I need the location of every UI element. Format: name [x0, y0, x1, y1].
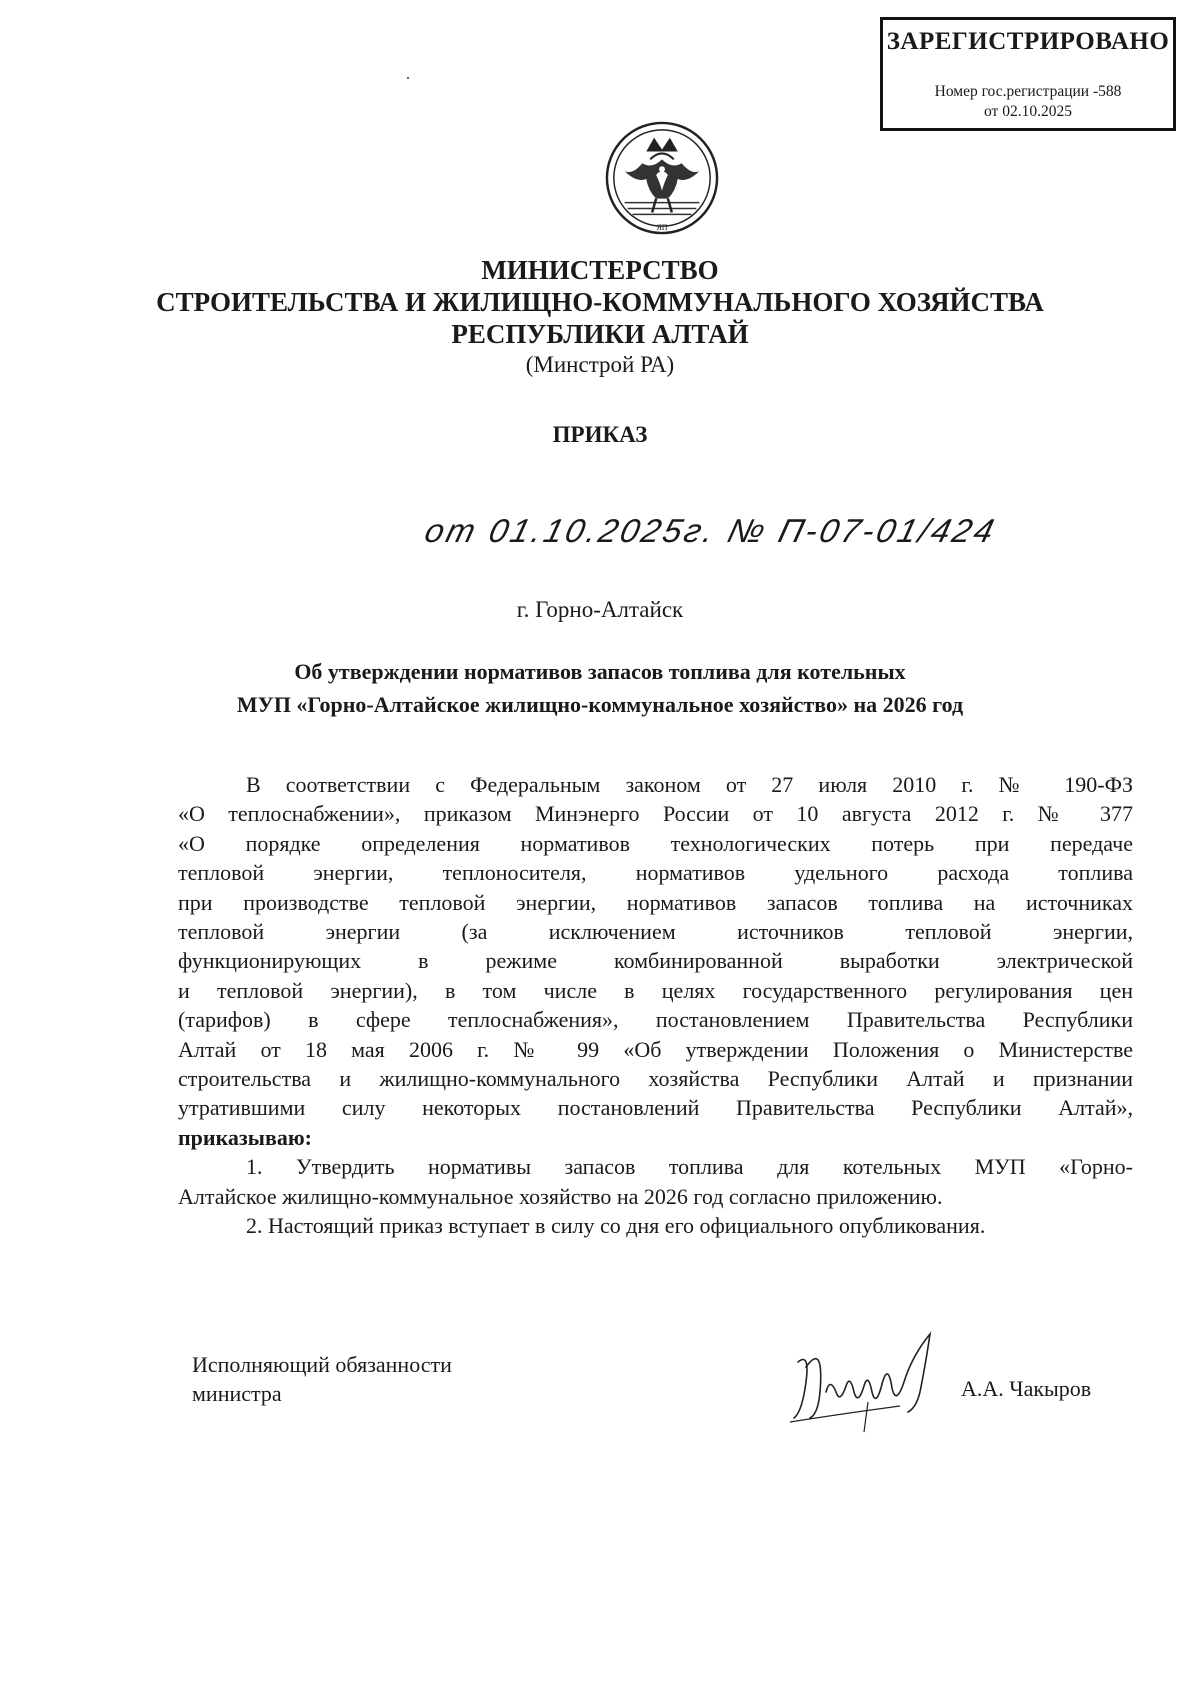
preamble-line: строительства и жилищно-коммунального хозяйства Республики Алтай и признании	[178, 1066, 1133, 1092]
order-body	[178, 770, 1133, 1241]
ministry-short-name: (Минстрой РА)	[525, 352, 675, 377]
ministry-header	[0, 254, 1200, 380]
item-2: 2. Настоящий приказ вступает в силу со дня его официального опубликования.	[246, 1213, 986, 1239]
preamble-line: «О порядке определения нормативов технологических потерь при передаче	[178, 830, 1133, 856]
ministry-header-line3: РЕСПУБЛИКИ АЛТАЙ	[451, 319, 749, 349]
preamble-line: В соответствии с Федеральным законом от 27 июля 2010 г. № 190-ФЗ	[246, 772, 1133, 797]
signer-position-line1: Исполняющий обязанности	[192, 1352, 452, 1377]
preamble-line: тепловой энергии (за исключением источников тепловой энергии,	[178, 919, 1133, 945]
coat-of-arms-emblem-icon	[603, 120, 721, 236]
item-1-line2: Алтайское жилищно-коммунальное хозяйство на 2026 год согласно приложению.	[178, 1183, 943, 1209]
preamble-line: (тарифов) в сфере теплоснабжения», постановлением Правительства Республики	[178, 1007, 1133, 1033]
handwritten-signature	[780, 1322, 970, 1437]
document-type-title: ПРИКАЗ	[552, 422, 648, 447]
order-subject-line1: Об утверждении нормативов запасов топлива для котельных	[294, 659, 906, 684]
ministry-header-line1: МИНИСТЕРСТВО	[481, 255, 719, 285]
preamble-line: и тепловой энергии), в том числе в целях государственного регулирования цен	[178, 977, 1133, 1003]
registration-number: Номер гос.регистрации -588	[934, 83, 1122, 100]
preamble-line: при производстве тепловой энергии, нормативов запасов топлива на источниках	[178, 889, 1133, 915]
preamble-line: «О теплоснабжении», приказом Минэнерго России от 10 августа 2012 г. № 377	[178, 801, 1133, 827]
preamble-line: функционирующих в режиме комбинированной выработки электрической	[178, 948, 1133, 974]
preamble-line: утратившими силу некоторых постановлений Правительства Республики Алтай»,	[178, 1095, 1133, 1121]
signer-position	[192, 1350, 452, 1408]
registration-stamp	[880, 17, 1176, 131]
signer-name: А.А. Чакыров	[961, 1376, 1092, 1401]
preamble-line: Алтай от 18 мая 2006 г. № 99 «Об утверждении Положения о Министерстве	[178, 1036, 1133, 1062]
ministry-header-line2: СТРОИТЕЛЬСТВА И ЖИЛИЩНО-КОММУНАЛЬНОГО ХОЗЯЙСТВА	[156, 287, 1044, 317]
order-number-text: от 01.10.2025г. № П-07-01/424	[421, 513, 1001, 550]
decree-word: приказываю:	[178, 1124, 312, 1150]
svg-text:ЯП: ЯП	[656, 223, 668, 233]
order-subject-line2: МУП «Горно-Алтайское жилищно-коммунальное хозяйство» на 2026 год	[236, 692, 964, 717]
handwritten-order-number	[421, 498, 1001, 562]
item-1-line1: 1. Утвердить нормативы запасов топлива для котельных МУП «Горно-	[246, 1154, 1133, 1180]
registration-stamp-title: ЗАРЕГИСТРИРОВАНО	[886, 28, 1170, 55]
registration-date: от 02.10.2025	[984, 103, 1072, 120]
scan-speck	[407, 77, 409, 79]
signer-position-line2: министра	[192, 1381, 282, 1406]
order-subject	[0, 655, 1200, 721]
preamble-line: тепловой энергии, теплоносителя, нормативов удельного расхода топлива	[178, 860, 1133, 886]
city: г. Горно-Алтайск	[516, 597, 684, 622]
